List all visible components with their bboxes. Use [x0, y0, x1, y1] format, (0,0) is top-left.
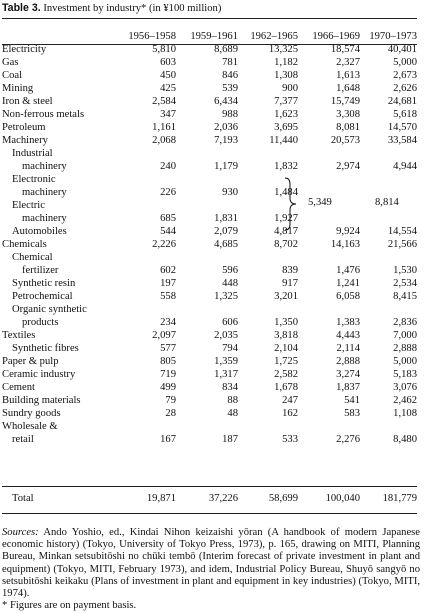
table-row	[2, 329, 417, 342]
table-cell: 4,817	[274, 226, 298, 237]
table-row	[2, 342, 417, 355]
row-label: Gas	[2, 57, 19, 68]
table-cell: 4,944	[393, 161, 417, 172]
table-cell: 3,818	[274, 330, 298, 341]
table-cell: 8,480	[393, 434, 417, 445]
table-row	[2, 121, 417, 134]
table-cell	[360, 173, 417, 186]
table-cell: 20,573	[330, 135, 360, 146]
table-cell: 4,685	[214, 239, 238, 250]
table-row	[2, 420, 417, 433]
table-cell: 247	[282, 395, 298, 406]
table-cell	[360, 303, 417, 316]
combined-value-1966-1969: 5,349	[308, 197, 332, 208]
table-cell: 558	[160, 291, 176, 302]
investment-table	[2, 30, 417, 446]
footnote: * Figures are on payment basis.	[2, 600, 137, 611]
table-cell: 1,325	[214, 291, 238, 302]
row-label: machinery	[22, 161, 67, 172]
row-label: Building materials	[2, 395, 81, 406]
table-row	[2, 238, 417, 251]
table-cell: 2,276	[336, 434, 360, 445]
table-cell: 988	[222, 109, 238, 120]
column-header: 1959–1961	[190, 31, 238, 42]
table-cell: 8,415	[393, 291, 417, 302]
table-cell: 834	[222, 382, 238, 393]
table-cell: 1,837	[336, 382, 360, 393]
table-cell: 1,623	[274, 109, 298, 120]
table-cell: 425	[160, 83, 176, 94]
table-cell: 187	[222, 434, 238, 445]
row-label: fertilizer	[22, 265, 59, 276]
table-cell: 5,810	[152, 44, 176, 55]
table-cell: 541	[344, 395, 360, 406]
column-header: 1970–1973	[369, 31, 417, 42]
table-cell: 2,114	[336, 343, 360, 354]
table-cell	[120, 199, 176, 212]
table-cell: 900	[282, 83, 298, 94]
table-cell: 805	[160, 356, 176, 367]
row-label: Synthetic fibres	[12, 343, 79, 354]
table-cell: 839	[282, 265, 298, 276]
table-cell: 234	[160, 317, 176, 328]
table-cell: 79	[165, 395, 176, 406]
table-cell: 596	[222, 265, 238, 276]
row-label: Chemical	[12, 252, 53, 263]
table-cell: 240	[160, 161, 176, 172]
row-label: Petroleum	[2, 122, 46, 133]
table-cell: 226	[160, 187, 176, 198]
table-cell: 5,000	[393, 356, 417, 367]
table-cell: 1,678	[274, 382, 298, 393]
table-cell	[298, 420, 360, 433]
table-row	[2, 368, 417, 381]
table-cell: 781	[222, 57, 238, 68]
table-cell	[120, 147, 176, 160]
table-cell	[176, 147, 238, 160]
table-cell	[176, 251, 238, 264]
table-cell: 2,888	[336, 356, 360, 367]
sources-note	[2, 527, 420, 600]
table-cell: 2,068	[152, 135, 176, 146]
table-cell: 6,434	[214, 96, 238, 107]
table-cell: 347	[160, 109, 176, 120]
table-cell	[360, 147, 417, 160]
table-row	[2, 316, 417, 329]
table-cell: 24,681	[387, 96, 417, 107]
table-cell	[120, 420, 176, 433]
table-cell: 1,182	[274, 57, 298, 68]
table-cell: 1,613	[336, 70, 360, 81]
table-row	[2, 186, 417, 199]
table-cell: 606	[222, 317, 238, 328]
table-cell: 14,163	[330, 239, 360, 250]
table-cell: 685	[160, 213, 176, 224]
table-row	[2, 355, 417, 368]
table-cell: 2,226	[152, 239, 176, 250]
table-cell: 5,618	[393, 109, 417, 120]
row-label: Iron & steel	[2, 96, 53, 107]
table-row	[2, 56, 417, 69]
table-cell: 2,582	[274, 369, 298, 380]
table-cell	[298, 147, 360, 160]
table-cell: 33,584	[387, 135, 417, 146]
table-cell: 162	[282, 408, 298, 419]
row-label: Mining	[2, 83, 34, 94]
row-label: Wholesale &	[2, 421, 58, 432]
total-cell: 181,779	[382, 493, 417, 504]
table-cell: 28	[165, 408, 176, 419]
table-row	[2, 82, 417, 95]
row-label: Paper & pulp	[2, 356, 59, 367]
row-label: machinery	[22, 187, 67, 198]
table-cell: 1,927	[274, 213, 298, 224]
row-label: Chemicals	[2, 239, 47, 250]
table-row	[2, 147, 417, 160]
table-cell	[120, 251, 176, 264]
header-blank	[2, 30, 120, 43]
table-cell: 1,484	[274, 187, 298, 198]
table-cell: 583	[344, 408, 360, 419]
table-cell	[238, 147, 298, 160]
row-label: Non-ferrous metals	[2, 109, 85, 120]
table-cell: 8,081	[336, 122, 360, 133]
table-row	[2, 277, 417, 290]
table-row	[2, 251, 417, 264]
row-label: Coal	[2, 70, 23, 81]
table-cell	[238, 420, 298, 433]
table-cell	[360, 420, 417, 433]
table-cell	[298, 212, 360, 225]
table-cell: 602	[160, 265, 176, 276]
table-cell	[120, 303, 176, 316]
table-cell	[120, 173, 176, 186]
table-row	[2, 173, 417, 186]
table-cell: 1,832	[274, 161, 298, 172]
row-label: Automobiles	[12, 226, 67, 237]
table-number: Table 3.	[2, 2, 41, 14]
table-cell	[176, 420, 238, 433]
table-cell: 9,924	[336, 226, 360, 237]
table-cell	[176, 303, 238, 316]
row-label: products	[22, 317, 59, 328]
top-rule	[2, 18, 417, 19]
combined-brace	[284, 177, 298, 231]
table-cell: 1,530	[393, 265, 417, 276]
table-cell: 846	[222, 70, 238, 81]
table-row	[2, 264, 417, 277]
row-label: Petrochemical	[12, 291, 73, 302]
table-cell: 1,350	[274, 317, 298, 328]
table-cell: 1,317	[214, 369, 238, 380]
row-label: Electric	[12, 200, 45, 211]
table-cell: 13,325	[268, 44, 298, 55]
table-row	[2, 160, 417, 173]
table-cell: 917	[282, 278, 298, 289]
table-cell: 1,831	[214, 213, 238, 224]
row-label: Organic synthetic	[12, 304, 87, 315]
table-row	[2, 212, 417, 225]
table-row	[2, 394, 417, 407]
table-cell: 2,035	[214, 330, 238, 341]
row-label: machinery	[22, 213, 67, 224]
column-header: 1956–1958	[128, 31, 176, 42]
table-cell: 5,000	[393, 57, 417, 68]
table-cell: 167	[160, 434, 176, 445]
table-cell: 18,574	[330, 44, 360, 55]
combined-value-1970-1973: 8,814	[375, 197, 399, 208]
table-cell: 1,725	[274, 356, 298, 367]
row-label: Synthetic resin	[12, 278, 76, 289]
table-cell: 544	[160, 226, 176, 237]
table-cell: 4,443	[336, 330, 360, 341]
table-cell	[238, 303, 298, 316]
table-cell: 2,462	[393, 395, 417, 406]
table-cell: 8,689	[214, 44, 238, 55]
table-cell: 88	[227, 395, 238, 406]
row-label: retail	[12, 434, 34, 445]
table-row	[2, 225, 417, 238]
table-cell: 448	[222, 278, 238, 289]
table-cell: 7,000	[393, 330, 417, 341]
table-row	[2, 134, 417, 147]
header-row	[2, 30, 417, 43]
table-cell: 1,161	[152, 122, 176, 133]
table-cell: 1,648	[336, 83, 360, 94]
table-caption: Investment by industry* (in ¥100 million)	[43, 3, 222, 14]
table-cell: 3,274	[336, 369, 360, 380]
table-cell: 15,749	[330, 96, 360, 107]
table-row	[2, 108, 417, 121]
table-cell: 2,327	[336, 57, 360, 68]
table-cell: 719	[160, 369, 176, 380]
table-cell: 3,076	[393, 382, 417, 393]
table-cell: 794	[222, 343, 238, 354]
table-row	[2, 381, 417, 394]
row-label: Industrial	[12, 148, 53, 159]
table-cell: 11,440	[269, 135, 298, 146]
total-table	[2, 492, 417, 505]
table-row	[2, 199, 417, 212]
table-cell	[238, 251, 298, 264]
table-cell: 577	[160, 343, 176, 354]
row-label: Machinery	[2, 135, 48, 146]
table-cell: 3,695	[274, 122, 298, 133]
table-cell: 5,183	[393, 369, 417, 380]
table-title	[2, 2, 221, 15]
table-cell	[298, 173, 360, 186]
table-cell: 40,401	[387, 44, 417, 55]
total-label: Total	[12, 493, 34, 504]
table-cell: 499	[160, 382, 176, 393]
table-cell: 7,377	[274, 96, 298, 107]
table-row	[2, 433, 417, 446]
table-cell: 3,308	[336, 109, 360, 120]
row-label: Electronic	[12, 174, 56, 185]
sources-label: Sources:	[2, 527, 39, 538]
table-cell	[176, 173, 238, 186]
table-cell: 8,702	[274, 239, 298, 250]
table-cell: 1,108	[393, 408, 417, 419]
table-cell: 2,097	[152, 330, 176, 341]
row-label: Sundry goods	[2, 408, 61, 419]
row-label: Textiles	[2, 330, 36, 341]
table-cell: 3,201	[274, 291, 298, 302]
table-cell: 1,179	[214, 161, 238, 172]
table-cell: 2,673	[393, 70, 417, 81]
header-rule	[2, 44, 417, 45]
row-label: Electricity	[2, 44, 47, 55]
table-cell: 2,974	[336, 161, 360, 172]
table-cell: 2,888	[393, 343, 417, 354]
table-cell: 539	[222, 83, 238, 94]
table-cell: 197	[160, 278, 176, 289]
table-cell: 14,570	[387, 122, 417, 133]
table-cell: 1,359	[214, 356, 238, 367]
total-top-rule	[2, 486, 417, 487]
table-cell: 6,058	[336, 291, 360, 302]
total-cell: 58,699	[268, 493, 298, 504]
total-cell: 19,871	[146, 493, 176, 504]
table-cell: 2,584	[152, 96, 176, 107]
table-cell: 2,079	[214, 226, 238, 237]
total-cell: 37,226	[208, 493, 238, 504]
bottom-rule	[2, 513, 417, 514]
table-cell	[360, 212, 417, 225]
table-cell: 2,534	[393, 278, 417, 289]
total-cell: 100,040	[325, 493, 360, 504]
table-cell	[360, 251, 417, 264]
table-cell: 2,836	[393, 317, 417, 328]
table-cell: 2,036	[214, 122, 238, 133]
table-cell: 2,626	[393, 83, 417, 94]
table-cell: 14,554	[387, 226, 417, 237]
table-cell	[298, 251, 360, 264]
table-row	[2, 290, 417, 303]
table-cell: 1,383	[336, 317, 360, 328]
table-row	[2, 407, 417, 420]
table-cell: 1,476	[336, 265, 360, 276]
column-header: 1962–1965	[250, 31, 298, 42]
table-cell: 48	[227, 408, 238, 419]
total-row	[2, 492, 417, 505]
row-label: Cement	[2, 382, 35, 393]
table-cell: 533	[282, 434, 298, 445]
table-cell: 21,566	[387, 239, 417, 250]
table-cell: 2,104	[274, 343, 298, 354]
table-row	[2, 69, 417, 82]
table-cell: 1,241	[336, 278, 360, 289]
table-cell	[298, 303, 360, 316]
table-cell	[176, 199, 238, 212]
table-cell: 603	[160, 57, 176, 68]
row-label: Ceramic industry	[2, 369, 76, 380]
sources-text: Ando Yoshio, ed., Kindai Nihon keizaishi yōran (A handbook of modern Japanese economic history) (Tokyo, University of Tokyo Press, 1973), p. 165, drawing on MITI, Planning Bureau, Minkan setsubitōshi no chūki tembō (Interim forecast of private investment in plant and equipment) (Tokyo, MITI, February 1973), and idem, Industrial Policy Bureau, Shuyō sangyō no setsubitōshi keikaku (Plans of investment in plant and equipment in key industries) (Tokyo, MITI, 1974).	[2, 527, 420, 600]
table-cell: 7,193	[214, 135, 238, 146]
table-row	[2, 95, 417, 108]
table-cell: 450	[160, 70, 176, 81]
column-header: 1966–1969	[312, 31, 360, 42]
table-cell: 1,308	[274, 70, 298, 81]
table-row	[2, 303, 417, 316]
table-cell: 930	[222, 187, 238, 198]
